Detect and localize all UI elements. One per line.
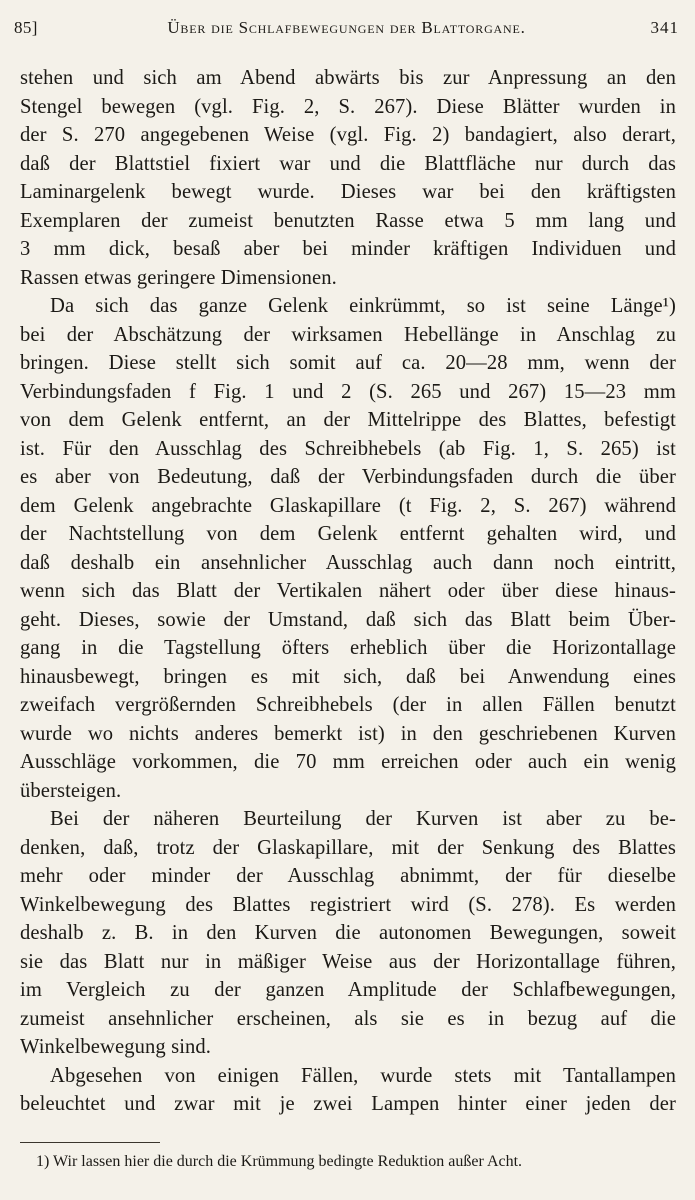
text-line: dem Gelenk angebrachte Glaskapillare (t Fig. 2, S. 267) während	[20, 494, 676, 517]
text-line: beleuchtet und zwar mit je zwei Lampen hinter einer jeden der	[20, 1093, 676, 1115]
text-line: Da sich das ganze Gelenk einkrümmt, so ist seine Länge¹)	[50, 295, 676, 317]
text-line: Stengel bewegen (vgl. Fig. 2, S. 267). Diese Blätter wurden in	[20, 95, 676, 118]
body-text	[20, 64, 676, 1119]
text-line: Rassen etwas geringere Dimensionen.	[20, 266, 337, 289]
text-line: der S. 270 angegebenen Weise (vgl. Fig. 2) bandagiert, also derart,	[20, 124, 676, 146]
footnote-divider	[20, 1142, 160, 1143]
text-line: es aber von Bedeutung, daß der Verbindungsfaden durch die über	[20, 466, 676, 488]
section-number: 85]	[14, 18, 38, 37]
text-line: sie das Blatt nur in mäßiger Weise aus der Horizontallage führen,	[20, 950, 676, 973]
text-line: geht. Dieses, sowie der Umstand, daß sich das Blatt beim Über-	[20, 608, 676, 631]
text-line: zweifach vergrößernden Schreibhebels (der in allen Fällen benutzt	[20, 694, 676, 716]
text-line: 3 mm dick, besaß aber bei minder kräftigen Individuen und	[20, 238, 676, 260]
footnote: 1) Wir lassen hier die durch die Krümmung bedingte Reduktion außer Acht.	[36, 1153, 523, 1170]
paragraph-4	[20, 1062, 676, 1119]
text-line: wurde wo nichts anderes bemerkt ist) in den geschriebenen Kurven	[20, 722, 676, 745]
running-header	[14, 18, 679, 46]
text-line: daß der Blattstiel fixiert war und die Blattfläche nur durch das	[20, 152, 676, 175]
page-number: 341	[650, 18, 679, 37]
paragraph-1	[20, 64, 676, 292]
text-line: denken, daß, trotz der Glaskapillare, mit der Senkung des Blattes	[20, 836, 676, 859]
text-line: Laminargelenk bewegt wurde. Dieses war bei den kräftigsten	[20, 181, 676, 203]
text-line: ist. Für den Ausschlag des Schreibhebels (ab Fig. 1, S. 265) ist	[20, 437, 676, 460]
text-line: Winkelbewegung des Blattes registriert wird (S. 278). Es werden	[20, 893, 676, 916]
text-line: wenn sich das Blatt der Vertikalen nähert oder über diese hinaus-	[20, 580, 676, 602]
text-line: bringen. Diese stellt sich somit auf ca. 20—28 mm, wenn der	[20, 352, 676, 374]
text-line: der Nachtstellung von dem Gelenk entfernt gehalten wird, und	[20, 523, 676, 545]
text-line: bei der Abschätzung der wirksamen Hebellänge in Anschlag zu	[20, 323, 676, 346]
text-line: deshalb z. B. in den Kurven die autonomen Bewegungen, soweit	[20, 922, 676, 944]
paragraph-2	[20, 292, 676, 805]
text-line: Exemplaren der zumeist benutzten Rasse etwa 5 mm lang und	[20, 209, 676, 232]
text-line: gang in die Tagstellung öfters erheblich über die Horizontallage	[20, 637, 676, 659]
text-line: im Vergleich zu der ganzen Amplitude der Schlafbewegungen,	[20, 979, 676, 1001]
paragraph-3	[20, 805, 676, 1062]
text-line: Verbindungsfaden f Fig. 1 und 2 (S. 265 und 267) 15—23 mm	[20, 380, 676, 403]
text-line: Abgesehen von einigen Fällen, wurde stets mit Tantallampen	[50, 1064, 676, 1087]
text-line: Ausschläge vorkommen, die 70 mm erreichen oder auch ein wenig	[20, 751, 676, 773]
text-line: Bei der näheren Beurteilung der Kurven ist aber zu be-	[50, 808, 676, 830]
text-line: übersteigen.	[20, 779, 122, 802]
text-line: hinausbewegt, bringen es mit sich, daß bei Anwendung eines	[20, 665, 676, 688]
text-line: zumeist ansehnlicher erscheinen, als sie es in bezug auf die	[20, 1007, 676, 1030]
text-line: Winkelbewegung sind.	[20, 1036, 212, 1058]
text-line: mehr oder minder der Ausschlag abnimmt, der für dieselbe	[20, 865, 676, 887]
running-title: Über die Schlafbewegungen der Blattorgane.	[167, 18, 526, 37]
text-line: stehen und sich am Abend abwärts bis zur Anpressung an den	[20, 67, 676, 89]
text-line: von dem Gelenk entfernt, an der Mittelrippe des Blattes, befestigt	[20, 409, 676, 431]
text-line: daß deshalb ein ansehnlicher Ausschlag auch dann noch eintritt,	[20, 551, 676, 574]
